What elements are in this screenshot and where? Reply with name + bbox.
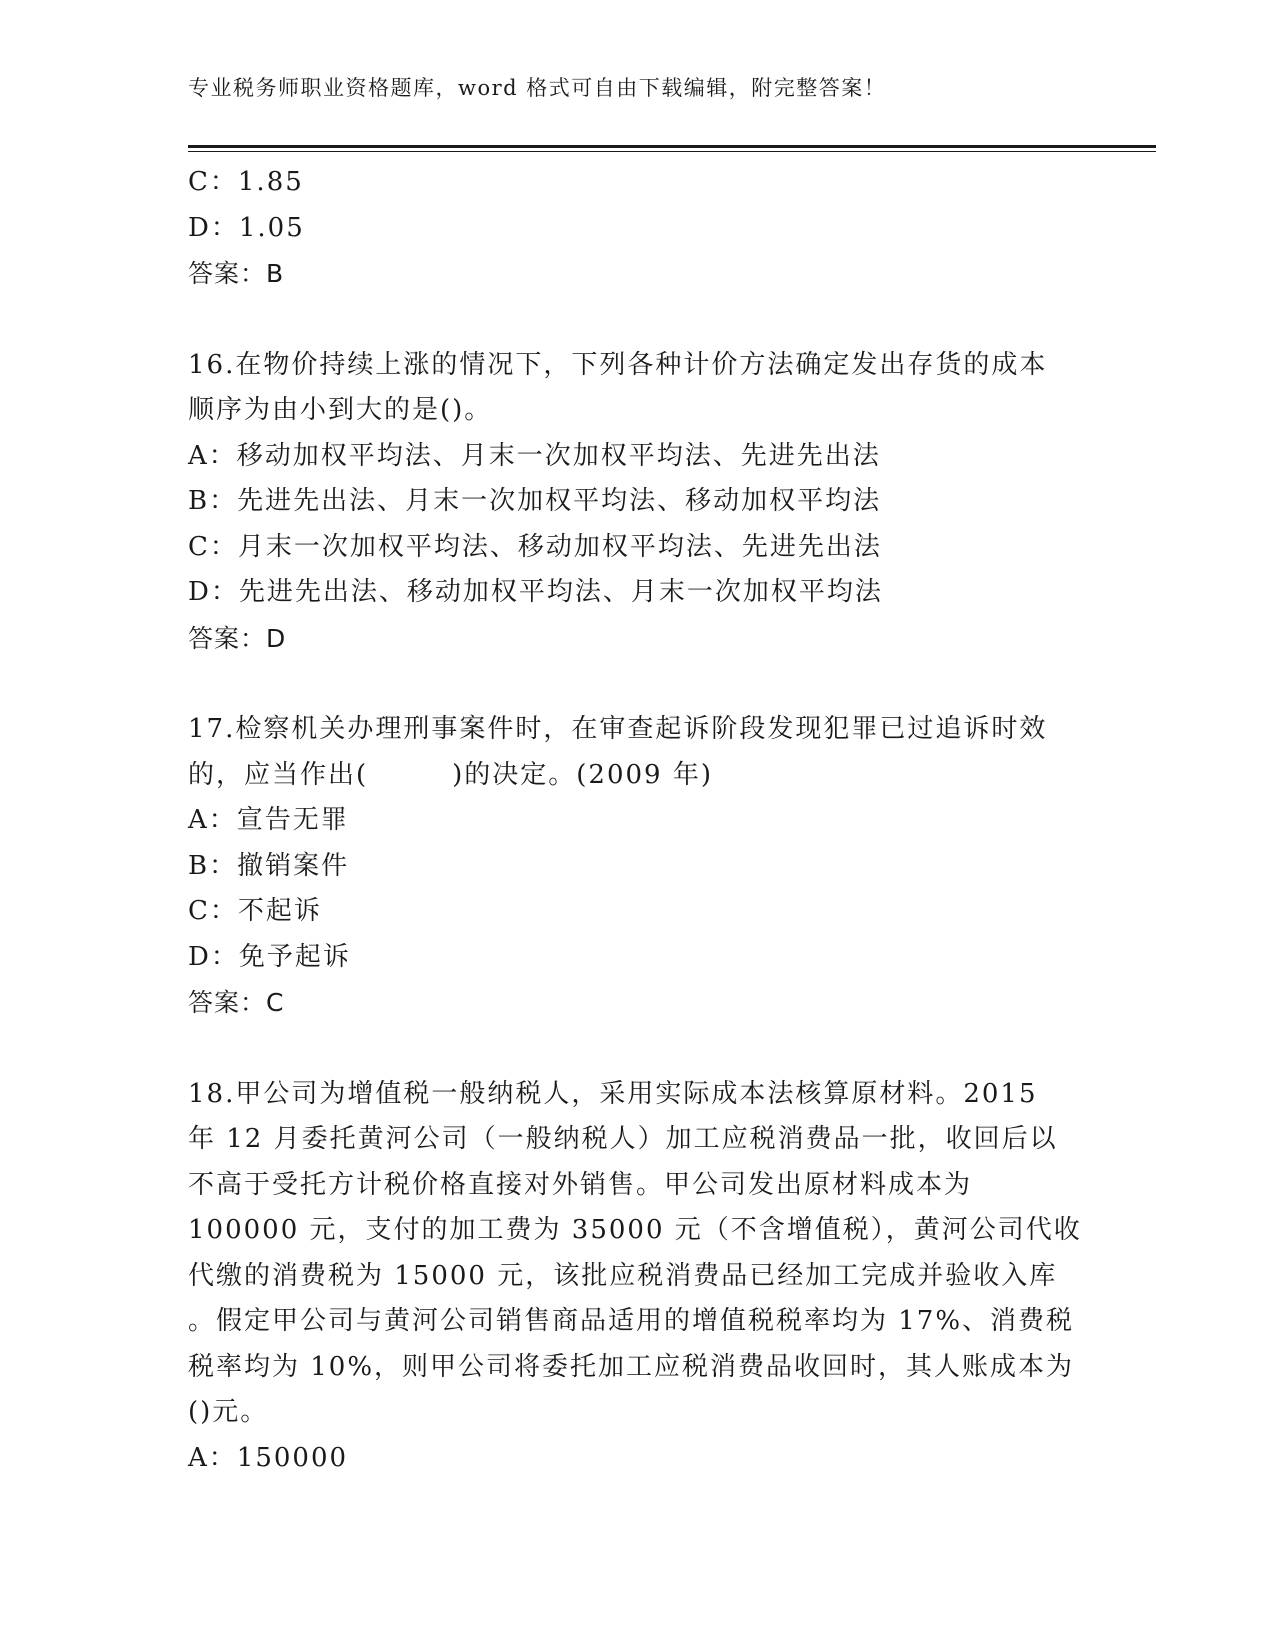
question-stem: 100000 元，支付的加工费为 35000 元（不含增值税），黄河公司代收 (188, 1215, 1082, 1245)
question-stem: 税率均为 10%，则甲公司将委托加工应税消费品收回时，其人账成本为 (188, 1351, 1075, 1382)
question-17 (188, 707, 1088, 1026)
option-d: D：先进先出法、移动加权平均法、月末一次加权平均法 (188, 577, 883, 607)
option-b: B：先进先出法、月末一次加权平均法、移动加权平均法 (188, 486, 882, 516)
spacer (188, 297, 1088, 343)
prev-question-block (188, 160, 1088, 297)
page-header: 专业税务师职业资格题库，word 格式可自由下载编辑，附完整答案！ (188, 76, 887, 100)
question-stem: 16.在物价持续上涨的情况下，下列各种计价方法确定发出存货的成本 (188, 349, 1048, 380)
option-c: C：不起诉 (188, 896, 322, 926)
question-16 (188, 343, 1088, 662)
option-c: C：月末一次加权平均法、移动加权平均法、先进先出法 (188, 531, 882, 562)
option-c: C：1.85 (188, 167, 304, 197)
header-rule (188, 145, 1156, 148)
spacer (188, 661, 1088, 707)
question-stem: 年 12 月委托黄河公司（一般纳税人）加工应税消费品一批，收回后以 (188, 1124, 1058, 1154)
question-stem: 17.检察机关办理刑事案件时，在审查起诉阶段发现犯罪已过追诉时效 (188, 714, 1048, 744)
question-stem: 不高于受托方计税价格直接对外销售。甲公司发出原材料成本为 (188, 1169, 973, 1200)
header-rule-thin (188, 151, 1156, 152)
option-d: D：1.05 (188, 212, 305, 243)
question-content (188, 160, 1088, 1481)
question-18 (188, 1072, 1088, 1482)
answer: 答案：D (188, 623, 287, 653)
answer: 答案：B (188, 259, 285, 288)
question-stem: 的，应当作出( )的决定。(2009 年) (188, 759, 714, 790)
option-a: A：移动加权平均法、月末一次加权平均法、先进先出法 (188, 440, 881, 471)
spacer (188, 1026, 1088, 1072)
option-a: A：150000 (188, 1442, 349, 1473)
question-stem: 代缴的消费税为 15000 元，该批应税消费品已经加工完成并验收入库 (188, 1260, 1058, 1291)
question-stem: 18.甲公司为增值税一般纳税人，采用实际成本法核算原材料。2015 (188, 1078, 1038, 1109)
answer: 答案：C (188, 988, 285, 1017)
question-stem: 顺序为由小到大的是()。 (188, 395, 493, 425)
option-b: B：撤销案件 (188, 850, 350, 881)
option-a: A：宣告无罪 (188, 805, 349, 835)
question-stem: 。假定甲公司与黄河公司销售商品适用的增值税税率均为 17%、消费税 (188, 1306, 1075, 1336)
question-stem: ()元。 (188, 1397, 269, 1427)
option-d: D：免予起诉 (188, 941, 351, 972)
